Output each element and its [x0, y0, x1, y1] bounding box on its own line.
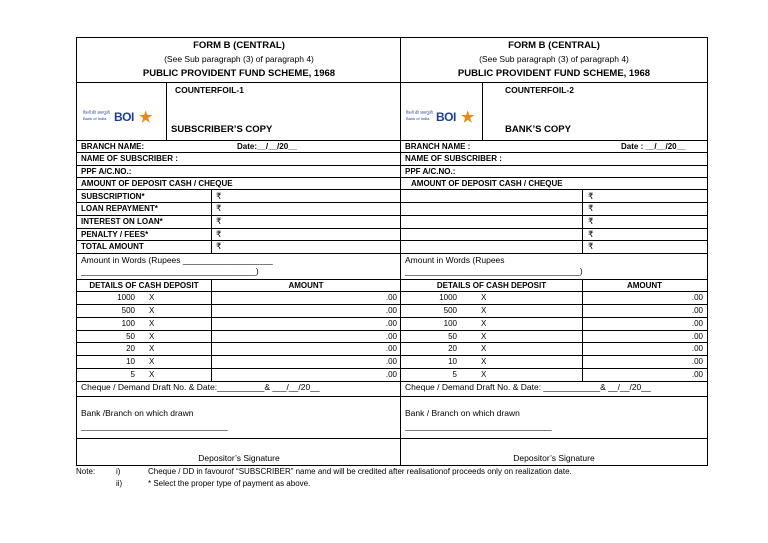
- multiplier: X: [481, 305, 487, 315]
- rupee-symbol: ₹: [216, 229, 222, 239]
- form-subtitle: (See Sub paragraph (3) of paragraph 4): [479, 54, 629, 64]
- multiplier: X: [149, 305, 155, 315]
- bank-branch-line: _______________________________: [81, 421, 228, 431]
- amount-cell: .00: [691, 318, 703, 328]
- amount-cell: .00: [691, 293, 703, 302]
- denomination: 1000: [117, 293, 135, 302]
- cheque-dd-line: Cheque / Demand Draft No. & Date:__________& ___/__/20__: [81, 382, 320, 392]
- branch-name-label: BRANCH NAME :: [405, 142, 471, 151]
- multiplier: X: [481, 331, 487, 341]
- bank-branch-label: Bank /Branch on which drawn: [81, 408, 194, 418]
- star-icon: ★: [139, 109, 152, 126]
- amount-in-words-label: Amount in Words (Rupees ___________________: [81, 255, 273, 265]
- note-i-text: Cheque / DD in favourof “SUBSCRIBER” name and will be credited after realisationof proceeds only on realization date.: [148, 467, 572, 476]
- ppf-account-label: PPF A/C.NO.:: [81, 167, 132, 176]
- depositor-signature: Depositor’s Signature: [198, 453, 280, 463]
- denomination: 20: [448, 344, 457, 354]
- amount-in-words-line: _____________________________________): [405, 266, 583, 276]
- note-label: Note:: [76, 467, 96, 476]
- note-i-number: i): [116, 467, 121, 476]
- copy-label: BANK’S COPY: [505, 124, 571, 135]
- denomination: 500: [121, 305, 135, 315]
- scheme-title: PUBLIC PROVIDENT FUND SCHEME, 1968: [142, 68, 336, 79]
- counterfoil-1-subscriber-copy: [77, 38, 401, 465]
- multiplier: X: [481, 344, 487, 354]
- amount-cell: .00: [385, 305, 397, 315]
- amount-cell: .00: [691, 331, 703, 341]
- branch-name-label: BRANCH NAME:: [81, 142, 145, 151]
- amount-header: AMOUNT: [626, 281, 663, 290]
- multiplier: X: [149, 344, 155, 354]
- note-ii-text: * Select the proper type of payment as above.: [148, 479, 311, 488]
- ppf-account-label: PPF A/C.NO.:: [405, 167, 456, 176]
- amount-in-words-label: Amount in Words (Rupees: [405, 255, 505, 265]
- amount-in-words-line: _____________________________________): [81, 266, 259, 276]
- amount-cell: .00: [691, 305, 703, 315]
- denomination: 500: [443, 305, 457, 315]
- bank-logo: रिश्तों की जमापूंजी Bank of India BOI ★: [406, 109, 474, 126]
- denomination: 100: [121, 318, 135, 328]
- interest-on-loan-label: INTEREST ON LOAN*: [81, 217, 163, 226]
- denomination: 5: [452, 370, 457, 380]
- amount-cell: .00: [385, 344, 397, 354]
- amount-cell: .00: [385, 357, 397, 367]
- amount-header: AMOUNT: [288, 281, 324, 290]
- multiplier: X: [149, 318, 155, 328]
- amount-cell: .00: [691, 357, 703, 367]
- depositor-signature: Depositor’s Signature: [513, 453, 595, 463]
- rupee-symbol: ₹: [588, 216, 594, 226]
- rupee-symbol: ₹: [216, 241, 222, 251]
- ppf-form-b: [76, 37, 708, 466]
- bank-branch-line: _______________________________: [405, 421, 552, 431]
- details-cash-header: DETAILS OF CASH DEPOSIT: [436, 281, 547, 290]
- total-amount-label: TOTAL AMOUNT: [81, 242, 144, 251]
- denomination: 100: [443, 318, 457, 328]
- amount-of-deposit-label: AMOUNT OF DEPOSIT CASH / CHEQUE: [81, 179, 233, 188]
- star-icon: ★: [461, 109, 474, 126]
- denomination: 10: [126, 357, 135, 367]
- denomination: 10: [448, 357, 457, 367]
- rupee-symbol: ₹: [588, 229, 594, 239]
- multiplier: X: [149, 357, 155, 367]
- counterfoil-2-bank-copy: [401, 38, 707, 465]
- form-title: FORM B (CENTRAL): [193, 40, 285, 51]
- rupee-symbol: ₹: [588, 191, 594, 201]
- date-label: Date:__/__/20__: [237, 142, 298, 151]
- amount-cell: .00: [691, 344, 703, 354]
- note-ii-number: ii): [116, 479, 123, 488]
- multiplier: X: [149, 331, 155, 341]
- subscription-label: SUBSCRIPTION*: [81, 192, 145, 201]
- rupee-symbol: ₹: [588, 241, 594, 251]
- rupee-symbol: ₹: [216, 203, 222, 213]
- amount-cell: .00: [385, 331, 397, 341]
- rupee-symbol: ₹: [588, 203, 594, 213]
- denomination: 50: [126, 331, 135, 341]
- bank-logo: रिश्तों की जमापूंजी Bank of India BOI ★: [83, 109, 152, 126]
- multiplier: X: [481, 357, 487, 367]
- denomination: 1000: [439, 293, 457, 302]
- counterfoil-label: COUNTERFOIL-2: [505, 85, 574, 95]
- multiplier: X: [149, 370, 155, 380]
- amount-of-deposit-label: AMOUNT OF DEPOSIT CASH / CHEQUE: [411, 179, 563, 188]
- multiplier: X: [481, 293, 487, 302]
- bank-branch-label: Bank / Branch on which drawn: [405, 408, 520, 418]
- form-subtitle: (See Sub paragraph (3) of paragraph 4): [164, 54, 314, 64]
- scheme-title: PUBLIC PROVIDENT FUND SCHEME, 1968: [457, 68, 651, 79]
- penalty-fees-label: PENALTY / FEES*: [81, 230, 149, 239]
- subscriber-name-label: NAME OF SUBSCRIBER :: [405, 154, 502, 163]
- denomination: 50: [448, 331, 457, 341]
- denomination: 20: [126, 344, 135, 354]
- amount-cell: .00: [385, 318, 397, 328]
- date-label: Date : __/__/20__: [621, 142, 686, 151]
- amount-cell: .00: [385, 370, 397, 380]
- multiplier: X: [481, 318, 487, 328]
- amount-cell: .00: [691, 370, 703, 380]
- multiplier: X: [481, 370, 487, 380]
- rupee-symbol: ₹: [216, 191, 222, 201]
- loan-repayment-label: LOAN REPAYMENT*: [81, 204, 158, 213]
- details-cash-header: DETAILS OF CASH DEPOSIT: [89, 281, 199, 290]
- cheque-dd-line: Cheque / Demand Draft No. & Date: ____________& __/__/20__: [405, 382, 651, 392]
- counterfoil-label: COUNTERFOIL-1: [175, 85, 244, 95]
- denomination: 5: [130, 370, 135, 380]
- form-title: FORM B (CENTRAL): [508, 40, 600, 51]
- copy-label: SUBSCRIBER’S COPY: [171, 124, 273, 135]
- amount-cell: .00: [385, 293, 397, 302]
- subscriber-name-label: NAME OF SUBSCRIBER :: [81, 154, 178, 163]
- multiplier: X: [149, 293, 155, 302]
- rupee-symbol: ₹: [216, 216, 222, 226]
